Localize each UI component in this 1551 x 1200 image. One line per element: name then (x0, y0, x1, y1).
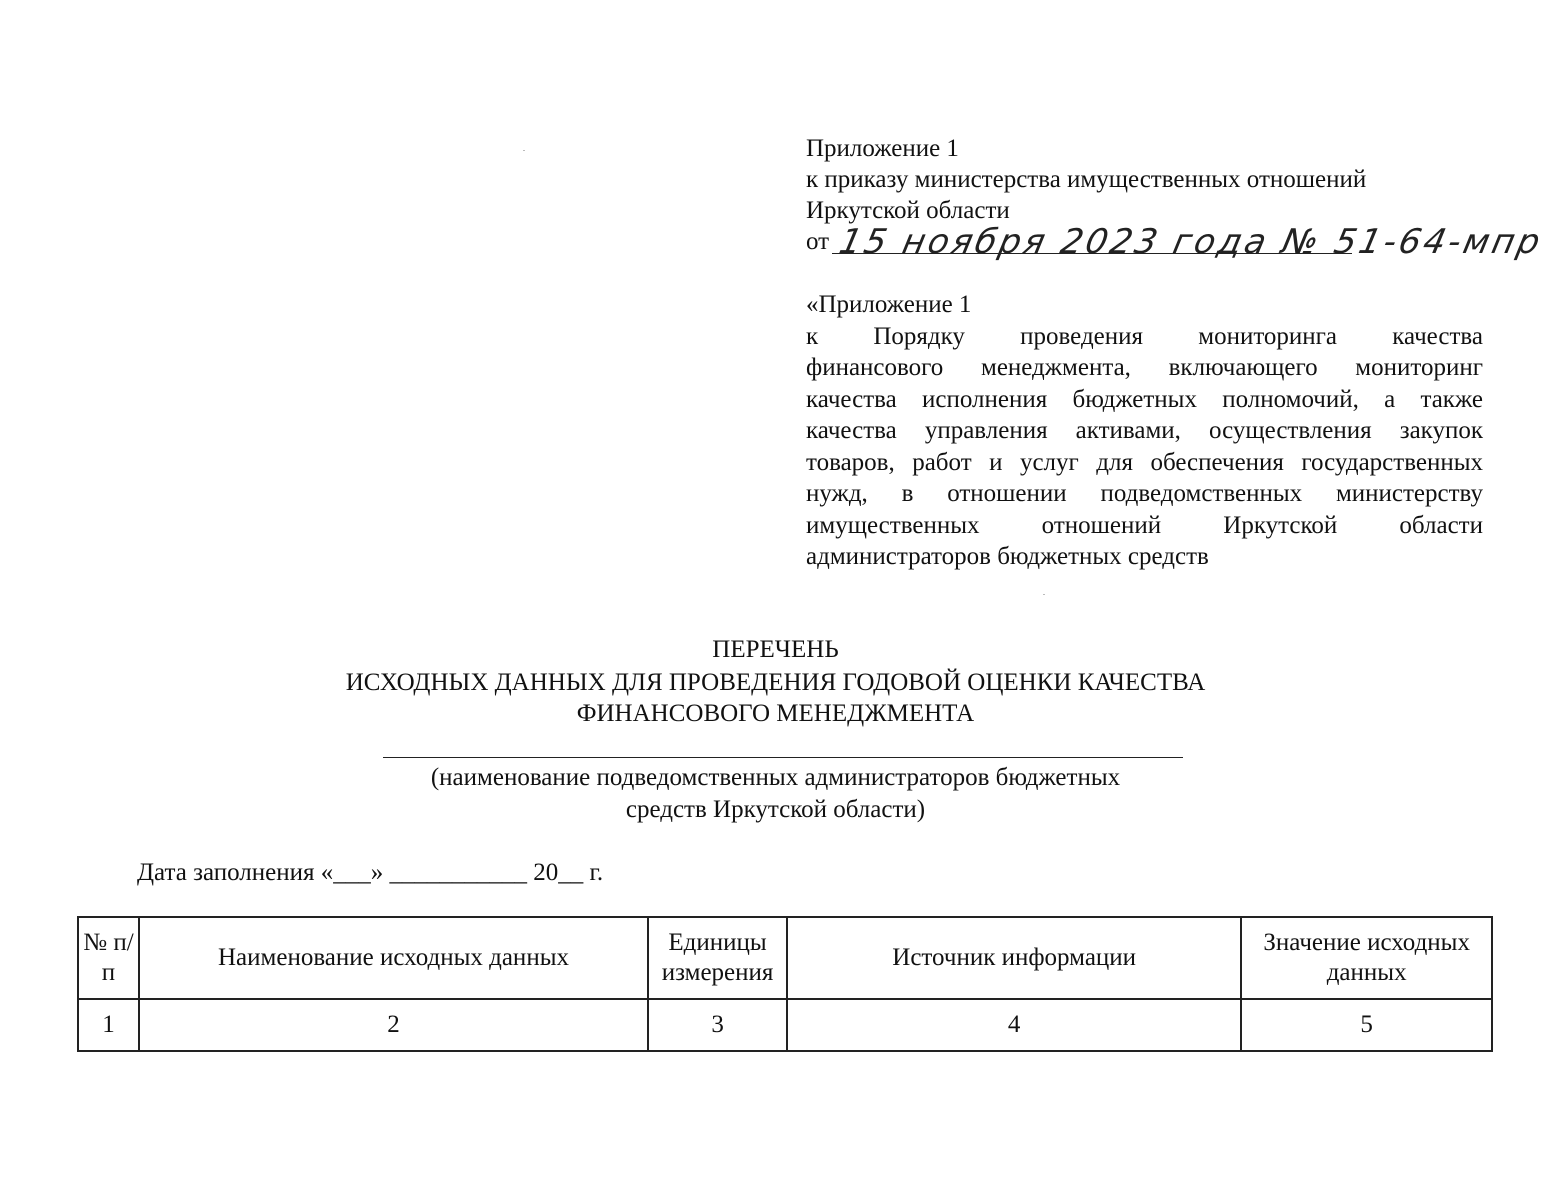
header-units: Единицы измерения (648, 917, 787, 999)
document-heading-1: ПЕРЕЧЕНЬ (712, 636, 839, 663)
handwritten-signature-date: 15 ноября 2023 года № 51-64-мпр (835, 222, 1547, 262)
header-data-name: Наименование исходных данных (139, 917, 648, 999)
inner-appendix-line: финансового менеджмента, включающего мониторинг (806, 354, 1483, 381)
column-number-cell: 1 (78, 999, 139, 1051)
inner-appendix-line: качества управления активами, осуществления закупок (806, 417, 1483, 444)
inner-appendix-line: товаров, работ и услуг для обеспечения государственных (806, 449, 1483, 476)
table-row (78, 999, 1492, 1051)
appendix-date-prefix: от (806, 228, 830, 255)
fill-date-line: Дата заполнения «___» ___________ 20__ г. (137, 859, 604, 886)
column-number-cell: 5 (1241, 999, 1492, 1051)
column-number-cell: 2 (139, 999, 648, 1051)
column-number-cell: 3 (648, 999, 787, 1051)
inner-appendix-line: нужд, в отношении подведомственных министерству (806, 480, 1483, 507)
column-number-cell: 4 (787, 999, 1241, 1051)
header-number: № п/п (78, 917, 139, 999)
subtitle-caption-1: (наименование подведомственных администраторов бюджетных (430, 764, 1121, 791)
document-heading-2: ИСХОДНЫХ ДАННЫХ ДЛЯ ПРОВЕДЕНИЯ ГОДОВОЙ ОЦЕНКИ КАЧЕСТВА (345, 669, 1206, 696)
header-source: Источник информации (787, 917, 1241, 999)
scan-speck (1043, 594, 1045, 595)
appendix-order-line: к приказу министерства имущественных отношений (806, 166, 1367, 193)
inner-appendix-last-line: администраторов бюджетных средств (806, 543, 1209, 570)
inner-appendix-line: имущественных отношений Иркутской области (806, 512, 1483, 539)
scan-speck (523, 150, 525, 151)
source-data-table (77, 916, 1493, 1052)
subtitle-caption-2: средств Иркутской области) (625, 796, 926, 823)
header-value: Значение исходных данных (1241, 917, 1492, 999)
document-heading-3: ФИНАНСОВОГО МЕНЕДЖМЕНТА (576, 700, 975, 727)
inner-appendix-line: к Порядку проведения мониторинга качества (806, 323, 1483, 350)
table-header-row (78, 917, 1492, 999)
name-fill-line (383, 757, 1183, 758)
appendix-region-line: Иркутской области (806, 197, 1010, 224)
appendix-title: Приложение 1 (806, 135, 959, 162)
inner-appendix-line: качества исполнения бюджетных полномочий, а также (806, 386, 1483, 413)
inner-appendix-title: «Приложение 1 (806, 291, 972, 318)
